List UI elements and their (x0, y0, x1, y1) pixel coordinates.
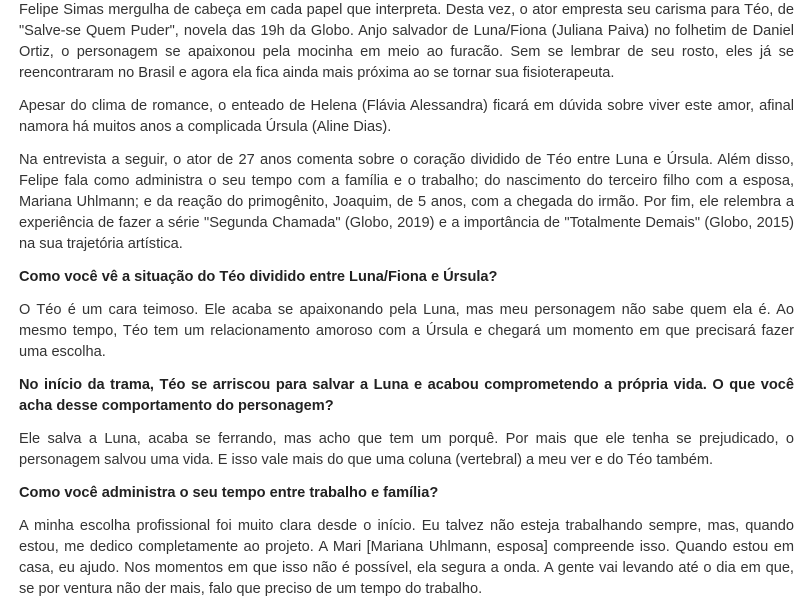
intro-paragraph: Felipe Simas mergulha de cabeça em cada papel que interpreta. Desta vez, o ator empresta seu carisma para Téo, de "Salve-se Quem Puder", novela das 19h da Globo. Anjo salvador de Luna/Fiona (Juliana Paiva) no folhetim de Daniel Ortiz, o personagem se apaixonou pela mocinha em meio ao furacão. Sem se lembrar de seu rosto, eles já se reencontraram no Brasil e agora ela fica ainda mais próxima ao se tornar sua fisioterapeuta. (19, 2, 794, 81)
context-paragraph: Apesar do clima de romance, o enteado de Helena (Flávia Alessandra) ficará em dúvida sobre viver este amor, afinal namora há muitos anos a complicada Úrsula (Aline Dias). (19, 98, 794, 135)
interview-question-1: Como você vê a situação do Téo dividido entre Luna/Fiona e Úrsula? (19, 269, 498, 285)
interview-answer-3: A minha escolha profissional foi muito clara desde o início. Eu talvez não esteja trabalhando sempre, mas, quando estou, me dedico completamente ao projeto. A Mari [Mariana Uhlmann, esposa] compreende isso. Quando estou em casa, eu ajudo. Nos momentos em que isso não é possível, ela segura a onda. A gente vai levando até o dia em que, se por ventura não der mais, falo que preciso de um tempo do trabalho. (19, 518, 794, 597)
interview-summary-paragraph: Na entrevista a seguir, o ator de 27 anos comenta sobre o coração dividido de Téo entre Luna e Úrsula. Além disso, Felipe fala como administra o seu tempo com a família e o trabalho; do nascimento do terceiro filho com a esposa, Mariana Uhlmann; e da reação do primogênito, Joaquim, de 5 anos, com a chegada do irmão. Por fim, ele relembra a experiência de fazer a série "Segunda Chamada" (Globo, 2019) e a importância de "Totalmente Demais" (Globo, 2015) na sua trajetória artística. (19, 152, 794, 252)
interview-answer-1: O Téo é um cara teimoso. Ele acaba se apaixonando pela Luna, mas meu personagem não sabe quem ela é. Ao mesmo tempo, Téo tem um relacionamento amoroso com a Úrsula e chegará um momento em que precisará fazer uma escolha. (19, 302, 794, 360)
interview-answer-2: Ele salva a Luna, acaba se ferrando, mas acho que tem um porquê. Por mais que ele tenha se prejudicado, o personagem salvou uma vida. E isso vale mais do que uma coluna (vertebral) a meu ver e do Téo também. (19, 431, 794, 468)
interview-question-3: Como você administra o seu tempo entre trabalho e família? (19, 485, 439, 501)
interview-question-2: No início da trama, Téo se arriscou para salvar a Luna e acabou comprometendo a própria vida. O que você acha desse comportamento do personagem? (19, 377, 794, 414)
